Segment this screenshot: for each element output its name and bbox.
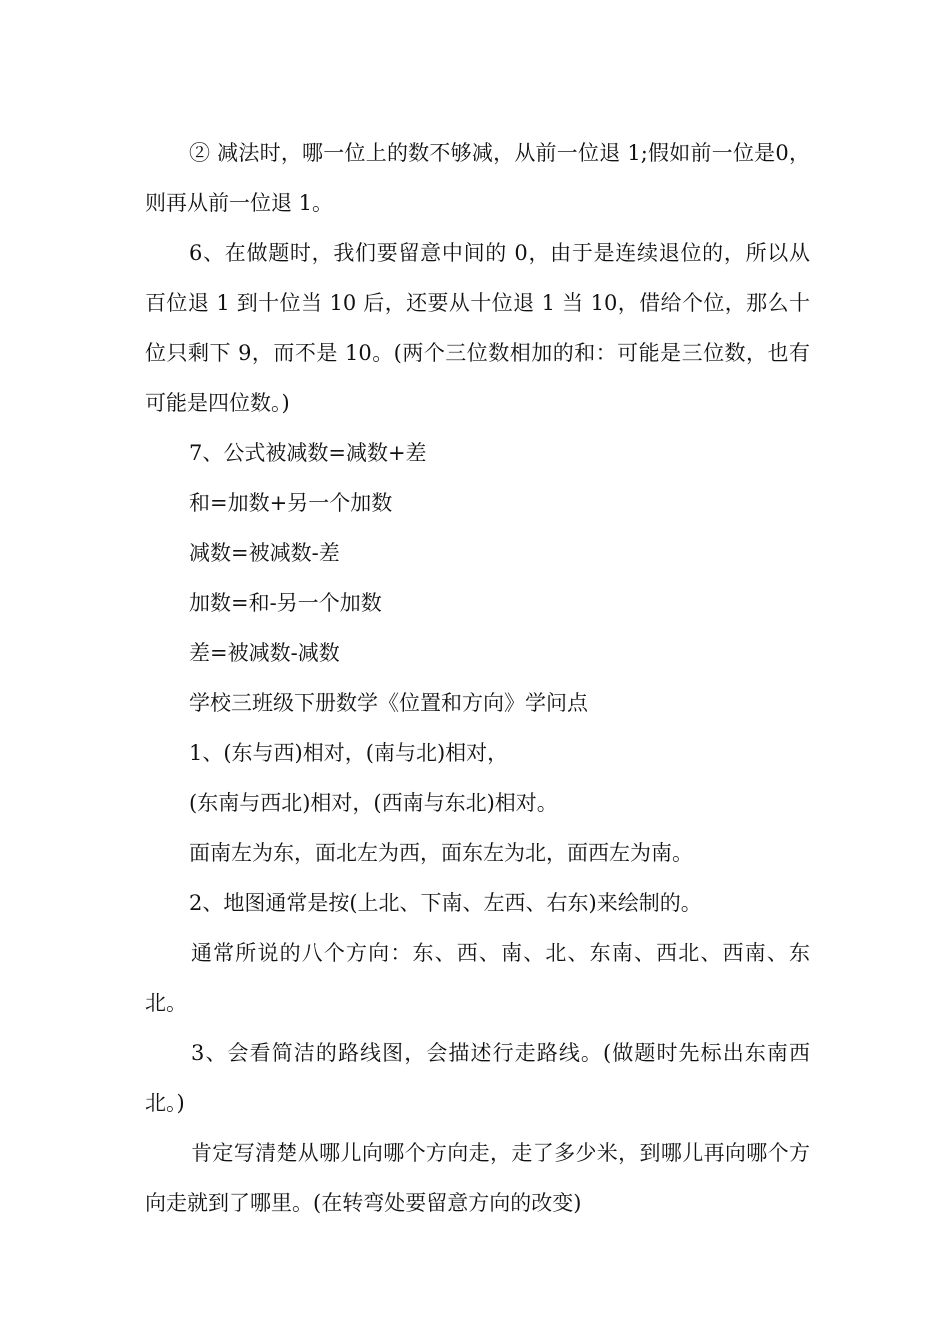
paragraph-direction-facing: 面南左为东，面北左为西，面东左为北，面西左为南。 xyxy=(189,841,693,865)
formula-difference: 差=被减数-减数 xyxy=(189,641,340,665)
paragraph-direction-1b: (东南与西北)相对，(西南与东北)相对。 xyxy=(189,791,558,815)
paragraph-eight-directions: 通常所说的八个方向：东、西、南、北、东南、西北、西南、东北。 xyxy=(145,941,810,1015)
formula-subtrahend: 减数=被减数-差 xyxy=(189,541,340,565)
formula-sum: 和=加数+另一个加数 xyxy=(189,491,393,515)
paragraph-map-item-2: 2、地图通常是按(上北、下南、左西、右东)来绘制的。 xyxy=(189,891,702,915)
paragraph-subtraction-rule: ② 减法时，哪一位上的数不够减，从前一位退 1;假如前一位是0，则再从前一位退 1。 xyxy=(145,141,810,215)
document-body xyxy=(145,128,810,1228)
paragraph-item-6: 6、在做题时，我们要留意中间的 0，由于是连续退位的，所以从百位退 1 到十位当 10 后，还要从十位退 1 当 10，借给个位，那么十位只剩下 9，而不是 10。(两个三位数相加的和：可能是三位数，也有可能是四位数。) xyxy=(145,241,810,415)
paragraph-direction-1: 1、(东与西)相对，(南与北)相对， xyxy=(189,741,509,765)
paragraph-route-detail: 肯定写清楚从哪儿向哪个方向走，走了多少米，到哪儿再向哪个方向走就到了哪里。(在转弯处要留意方向的改变) xyxy=(145,1141,810,1215)
section-heading: 学校三班级下册数学《位置和方向》学问点 xyxy=(189,691,588,715)
formula-addend: 加数=和-另一个加数 xyxy=(189,591,382,615)
paragraph-route-item-3: 3、会看简洁的路线图，会描述行走路线。(做题时先标出东南西北。) xyxy=(145,1041,810,1115)
paragraph-item-7-formula: 7、公式被减数=减数+差 xyxy=(189,441,427,465)
